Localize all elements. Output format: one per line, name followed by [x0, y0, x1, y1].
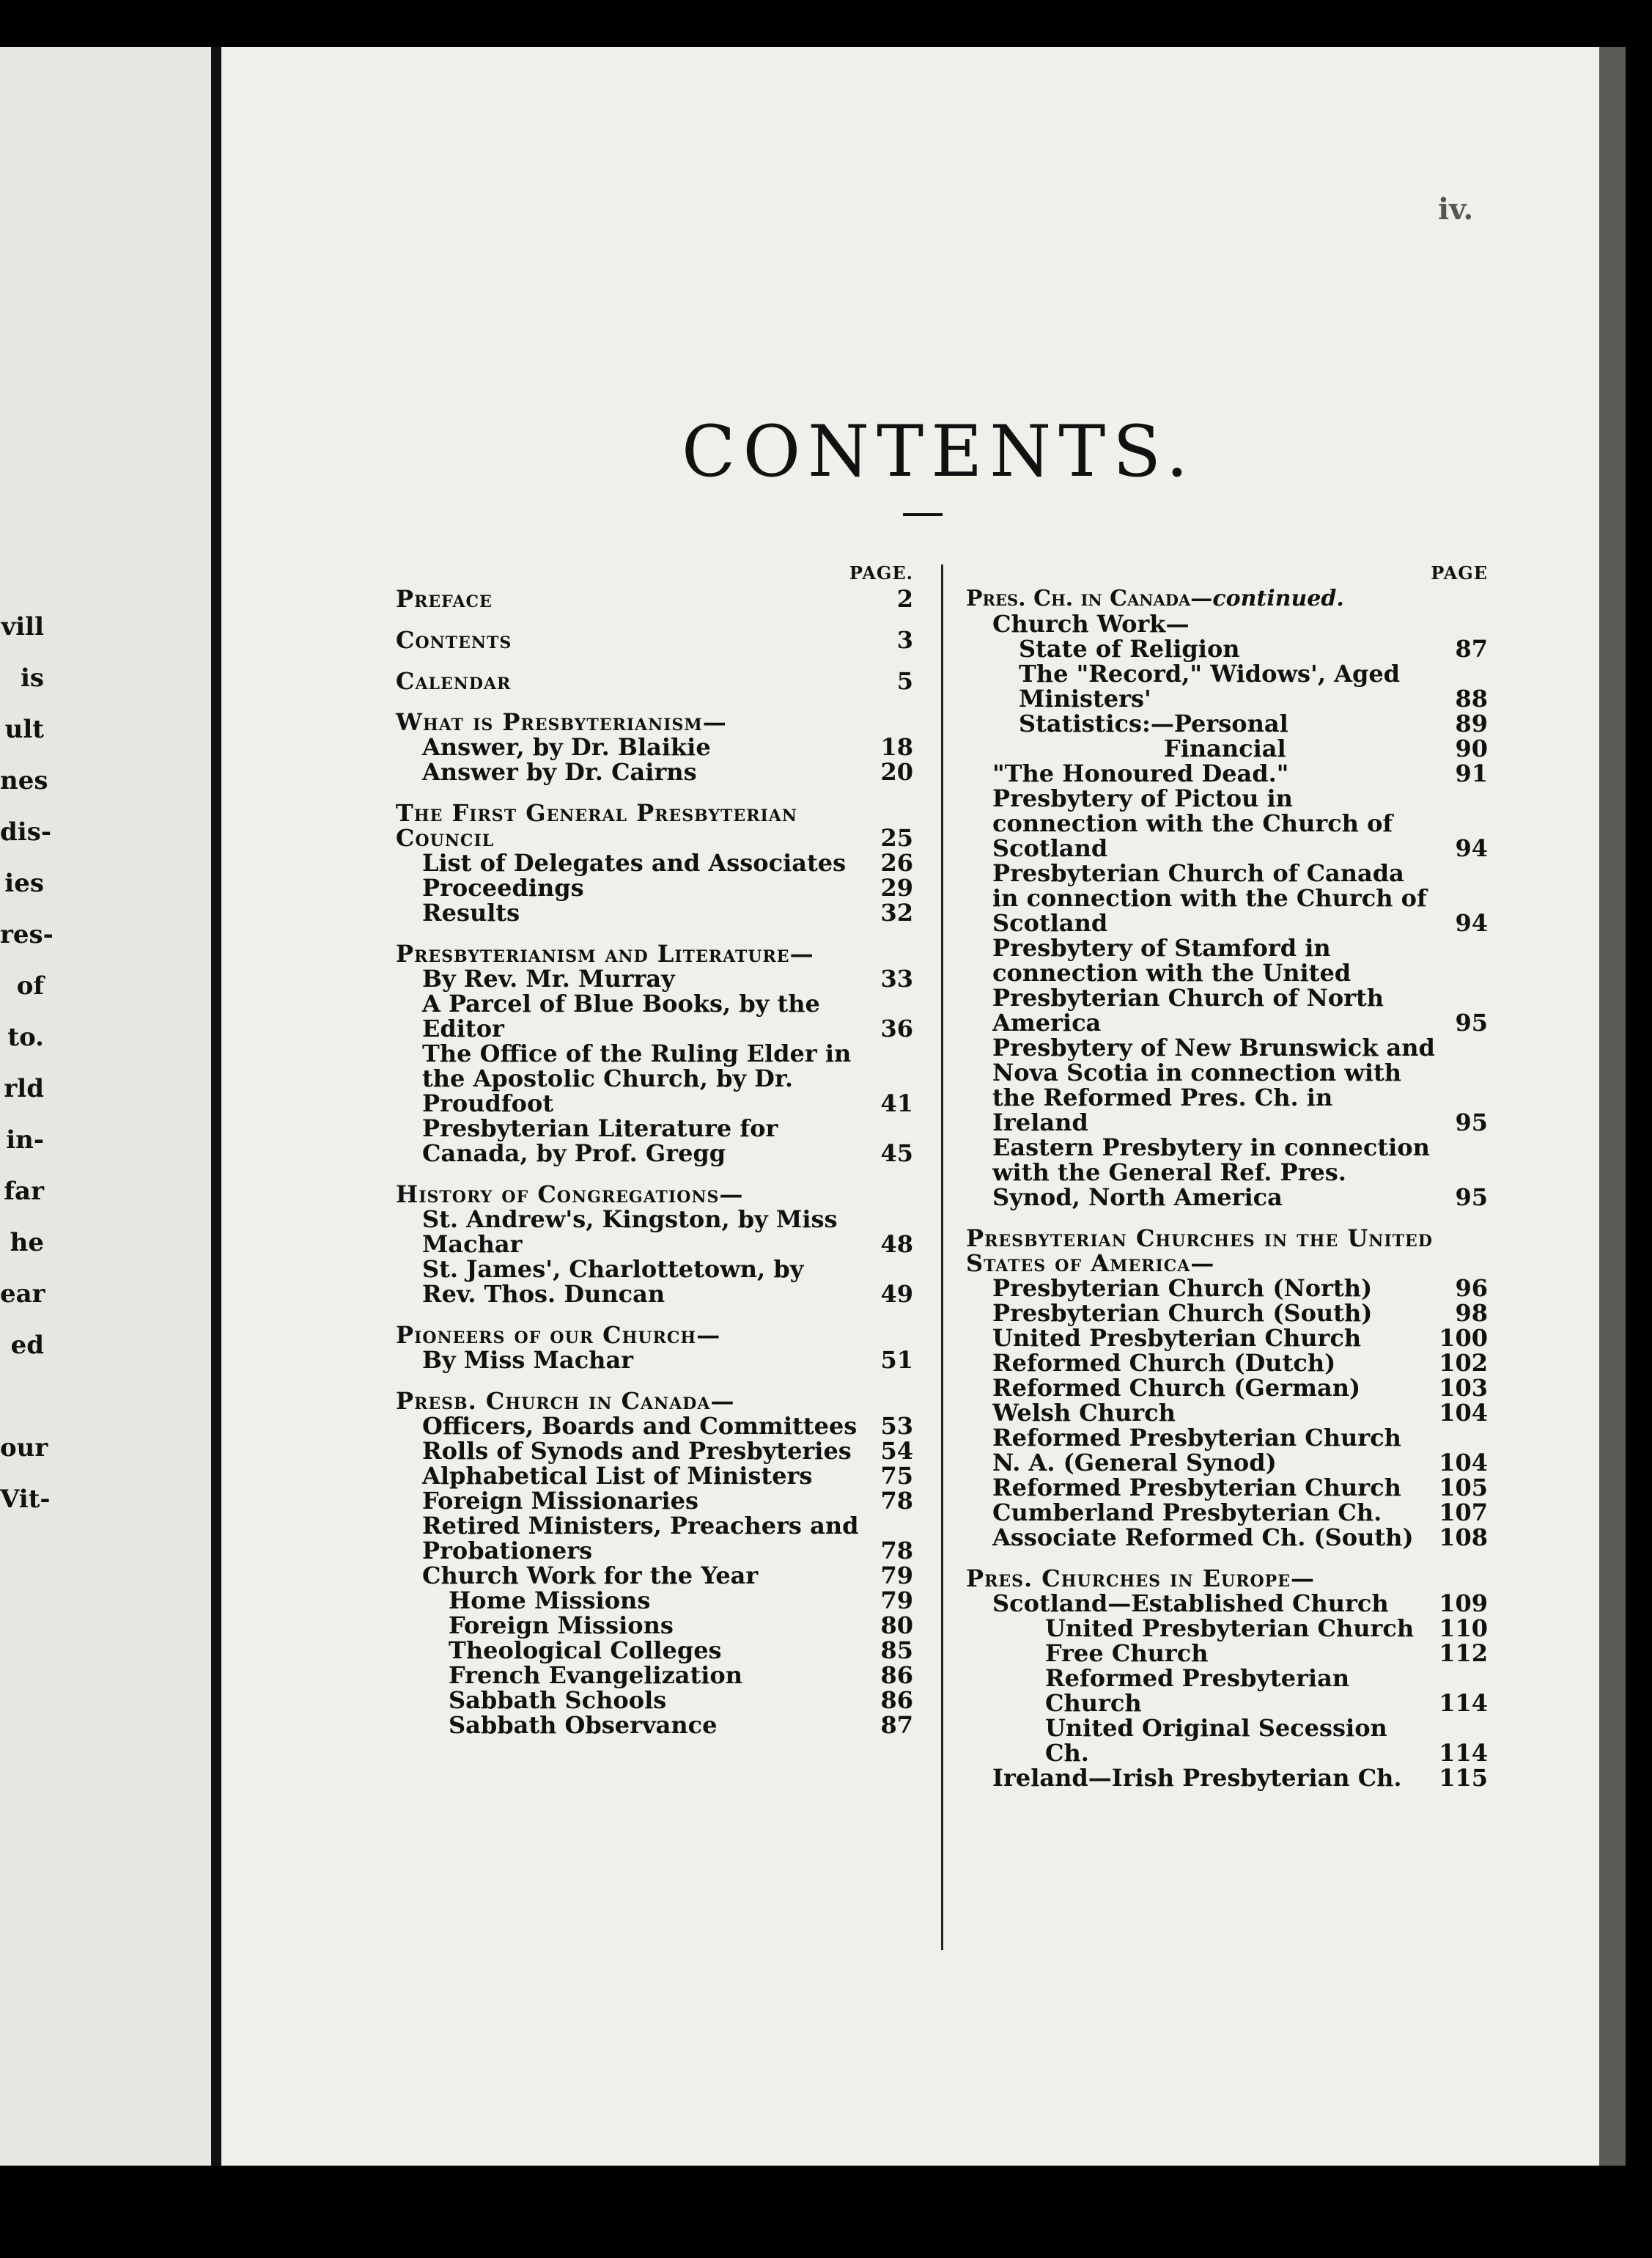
toc-entry-page: 41: [880, 1089, 913, 1117]
toc-entry: [966, 1500, 1488, 1525]
toc-entry: [396, 1347, 913, 1372]
toc-entry-title: By Rev. Mr. Murray: [422, 965, 675, 993]
toc-entry-page: 3: [896, 626, 913, 654]
toc-section-heading: [396, 801, 913, 850]
toc-entry-title: Church Work for the Year: [422, 1562, 759, 1589]
book-spine: [211, 47, 221, 2166]
toc-section-heading: [396, 628, 913, 652]
toc-entry: [396, 1588, 913, 1613]
toc-entry: [966, 1591, 1488, 1616]
toc-entry: [966, 786, 1488, 861]
toc-entry-page: 107: [1439, 1498, 1488, 1526]
toc-entry-title: Officers, Boards and Committees: [422, 1412, 858, 1440]
margin-fragment: res-: [0, 920, 54, 949]
toc-entry-title: Foreign Missionaries: [422, 1487, 698, 1515]
toc-entry-title: Ireland—Irish Presbyterian Ch.: [992, 1764, 1402, 1792]
toc-section-heading: [396, 1323, 913, 1347]
toc-entry-title: Reformed Presbyterian Church: [992, 1474, 1401, 1501]
toc-entry-page: 45: [880, 1139, 913, 1167]
toc-entry-page: 94: [1455, 834, 1488, 862]
toc-entry: [966, 1765, 1488, 1790]
toc-entry-page: 5: [896, 667, 913, 695]
toc-entry-page: 80: [880, 1611, 913, 1639]
toc-entry: [966, 1135, 1488, 1210]
toc-entry-title: Presbyterian Church (South): [992, 1299, 1373, 1327]
toc-entry-title: Welsh Church: [992, 1399, 1176, 1427]
toc-entry-page: 105: [1439, 1474, 1488, 1501]
page-title: CONTENTS.: [682, 411, 1196, 493]
toc-entry-page: 32: [880, 899, 913, 927]
right-entries-list: [966, 611, 1488, 1790]
toc-entry-page: 98: [1455, 1299, 1488, 1327]
toc-entry-page: 54: [880, 1437, 913, 1465]
toc-entry: [396, 1638, 913, 1663]
toc-entry: [966, 1350, 1488, 1375]
toc-entry-title: Pres. Churches in Europe—: [966, 1564, 1315, 1592]
toc-entry: [396, 850, 913, 875]
margin-fragment: ear: [0, 1279, 45, 1309]
margin-fragment: vill: [1, 612, 44, 641]
toc-entry-title: History of Congregations—: [396, 1180, 744, 1208]
toc-entry-page: 79: [880, 1586, 913, 1614]
margin-fragment: rld: [4, 1074, 44, 1103]
margin-fragment: Vit-: [0, 1485, 51, 1514]
toc-entry: [396, 1688, 913, 1713]
toc-entry: [396, 1116, 913, 1166]
toc-entry-title: The "Record," Widows', Aged Ministers': [1019, 660, 1401, 713]
toc-entry: [396, 875, 913, 900]
margin-fragment: [0, 1371, 44, 1422]
toc-entry: [966, 1375, 1488, 1400]
toc-entry-page: 114: [1439, 1739, 1488, 1767]
toc-entry-page: 87: [1455, 635, 1488, 663]
toc-entry: [966, 761, 1488, 786]
toc-entry: [396, 1257, 913, 1306]
margin-fragment: far: [4, 1177, 44, 1206]
margin-fragment: ed: [10, 1331, 44, 1360]
toc-entry-title: St. Andrew's, Kingston, by Miss Machar: [422, 1205, 838, 1258]
toc-entry-title: List of Delegates and Associates: [422, 849, 847, 877]
margin-fragment: dis-: [0, 817, 51, 847]
toc-entry-title: Reformed Church (German): [992, 1374, 1361, 1402]
toc-entry-page: 86: [880, 1686, 913, 1714]
toc-entry-page: 88: [1455, 685, 1488, 713]
toc-entry-page: 78: [880, 1537, 913, 1564]
toc-entry-title: United Presbyterian Church: [992, 1324, 1362, 1352]
toc-section-heading: [396, 586, 913, 611]
toc-entry-page: 79: [880, 1562, 913, 1589]
toc-entry-title: Associate Reformed Ch. (South): [992, 1523, 1414, 1551]
left-entries-list: [396, 586, 913, 1737]
margin-fragment: in-: [6, 1125, 44, 1155]
toc-entry-page: 90: [1455, 735, 1488, 762]
toc-entry-page: 85: [880, 1636, 913, 1664]
toc-entry: [966, 861, 1488, 935]
toc-entry-page: 110: [1439, 1614, 1488, 1642]
toc-section-heading: [396, 710, 913, 735]
toc-entry-page: 25: [880, 824, 913, 852]
toc-entry-page: 53: [880, 1412, 913, 1440]
page-column-header: PAGE.: [849, 562, 913, 584]
toc-section-heading: [966, 1566, 1488, 1591]
margin-fragment: our: [0, 1433, 48, 1463]
continued-heading: [966, 586, 1488, 611]
toc-section-heading: [396, 669, 913, 694]
margin-fragment: ult: [4, 715, 44, 744]
toc-entry-page: 87: [880, 1711, 913, 1739]
toc-entry-title: Retired Ministers, Preachers and Probationers: [422, 1512, 859, 1564]
toc-section-heading: [966, 1226, 1488, 1276]
toc-entry: [396, 760, 913, 784]
contents-right-column: [966, 560, 1488, 1790]
toc-entry: [396, 1613, 913, 1638]
toc-entry-title: United Original Secession Ch.: [1045, 1714, 1387, 1767]
toc-entry: [966, 1641, 1488, 1666]
toc-section-heading: [396, 1182, 913, 1207]
toc-entry-page: 104: [1439, 1399, 1488, 1427]
toc-entry-title: Sabbath Observance: [449, 1711, 718, 1739]
toc-entry-title: Presbytery of New Brunswick and Nova Scotia in connection with the Reformed Pres. Ch. in Ireland: [992, 1034, 1435, 1136]
toc-entry-page: 94: [1455, 909, 1488, 937]
toc-entry-page: 108: [1439, 1523, 1488, 1551]
toc-entry-page: 100: [1439, 1324, 1488, 1352]
toc-entry-title: Preface: [396, 585, 493, 613]
toc-entry-title: Presbyterianism and Literature—: [396, 940, 814, 968]
toc-entry-title: Statistics:—Personal: [1019, 710, 1288, 738]
toc-entry: [396, 900, 913, 925]
page-column-header: PAGE: [1431, 562, 1488, 584]
toc-entry-page: 95: [1455, 1009, 1488, 1037]
toc-entry: [396, 1413, 913, 1438]
toc-entry-title: United Presbyterian Church: [1045, 1614, 1415, 1642]
toc-entry-title: Foreign Missions: [449, 1611, 674, 1639]
margin-fragment: ies: [4, 869, 44, 898]
left-margin-text: [0, 601, 54, 1525]
toc-entry-page: 20: [880, 758, 913, 786]
toc-entry-title: The First General Presbyterian Council: [396, 799, 797, 852]
toc-entry-page: 109: [1439, 1589, 1488, 1617]
toc-entry: [966, 1400, 1488, 1425]
toc-entry-title: Presb. Church in Canada—: [396, 1387, 735, 1415]
toc-entry-title: Reformed Presbyterian Church: [1045, 1664, 1350, 1717]
toc-entry-page: 49: [880, 1280, 913, 1308]
toc-entry-title: Presbytery of Pictou in connection with the Church of Scotland: [992, 784, 1393, 862]
toc-entry: [396, 1513, 913, 1563]
toc-entry-page: 104: [1439, 1449, 1488, 1476]
toc-entry: [966, 1715, 1488, 1765]
toc-entry: [966, 1276, 1488, 1301]
column-divider: [941, 564, 943, 1950]
toc-entry-title: Alphabetical List of Ministers: [422, 1462, 813, 1490]
toc-entry-title: Pioneers of our Church—: [396, 1321, 721, 1349]
toc-entry-title: What is Presbyterianism—: [396, 708, 727, 736]
toc-entry-title: Theological Colleges: [449, 1636, 722, 1664]
toc-entry-page: 102: [1439, 1349, 1488, 1377]
toc-entry: [396, 1563, 913, 1588]
toc-entry-page: 112: [1439, 1639, 1488, 1667]
toc-entry-title: Financial: [1164, 735, 1286, 762]
toc-entry-title: Results: [422, 899, 520, 927]
toc-entry-page: 29: [880, 874, 913, 902]
toc-entry-title: Answer by Dr. Cairns: [422, 758, 697, 786]
toc-entry-page: 86: [880, 1661, 913, 1689]
toc-entry-page: 78: [880, 1487, 913, 1515]
toc-entry: [396, 735, 913, 760]
contents-left-column: [396, 560, 913, 1737]
toc-entry-title: Scotland—Established Church: [992, 1589, 1389, 1617]
toc-entry-title: Cumberland Presbyterian Ch.: [992, 1498, 1382, 1526]
toc-entry-page: 48: [880, 1230, 913, 1258]
toc-entry: [396, 1438, 913, 1463]
toc-entry-page: 26: [880, 849, 913, 877]
toc-entry-title: Rolls of Synods and Presbyteries: [422, 1437, 852, 1465]
toc-entry-page: 96: [1455, 1274, 1488, 1302]
margin-fragment: to.: [7, 1023, 44, 1052]
toc-entry: [966, 661, 1488, 711]
toc-entry: [396, 1488, 913, 1513]
toc-entry-title: "The Honoured Dead.": [992, 760, 1289, 787]
toc-entry-page: 51: [880, 1346, 913, 1374]
toc-entry-page: 91: [1455, 760, 1488, 787]
toc-entry-title: Presbyterian Churches in the United States of America—: [966, 1224, 1433, 1277]
margin-fragment: nes: [0, 766, 48, 795]
toc-entry-page: 95: [1455, 1108, 1488, 1136]
toc-entry-title: Answer, by Dr. Blaikie: [422, 733, 711, 761]
toc-entry-page: 103: [1439, 1374, 1488, 1402]
toc-entry-title: Church Work—: [992, 610, 1190, 638]
toc-entry-page: 18: [880, 733, 913, 761]
toc-entry: [396, 991, 913, 1041]
toc-entry: [396, 1207, 913, 1257]
toc-entry: [966, 1525, 1488, 1550]
toc-entry: [966, 636, 1488, 661]
toc-entry-page: 75: [880, 1462, 913, 1490]
toc-section-heading: [396, 941, 913, 966]
toc-entry-title: Presbyterian Church (North): [992, 1274, 1373, 1302]
toc-entry-title: Reformed Presbyterian Church N. A. (General Synod): [992, 1424, 1401, 1476]
toc-entry-title: Presbyterian Church of Canada in connection with the Church of Scotland: [992, 859, 1427, 937]
toc-entry: [396, 1713, 913, 1737]
toc-entry: [966, 1035, 1488, 1135]
toc-entry-page: 114: [1439, 1689, 1488, 1717]
toc-entry: [966, 736, 1488, 761]
toc-entry: [966, 935, 1488, 1035]
toc-entry-title: Calendar: [396, 667, 512, 695]
toc-entry-title: Proceedings: [422, 874, 584, 902]
toc-entry: [966, 1325, 1488, 1350]
toc-entry-page: 36: [880, 1015, 913, 1042]
toc-entry-title: Presbytery of Stamford in connection with the United Presbyterian Church of North America: [992, 934, 1384, 1037]
toc-entry: [966, 1475, 1488, 1500]
toc-entry-title: A Parcel of Blue Books, by the Editor: [422, 990, 820, 1042]
toc-entry: [966, 1616, 1488, 1641]
toc-entry-title: By Miss Machar: [422, 1346, 634, 1374]
toc-entry-page: 115: [1439, 1764, 1488, 1792]
toc-entry: [396, 1041, 913, 1116]
toc-entry: [966, 611, 1488, 636]
continued-heading-text: Pres. Ch. in Canada—: [966, 586, 1213, 611]
toc-entry-title: State of Religion: [1019, 635, 1240, 663]
toc-entry-page: 33: [880, 965, 913, 993]
toc-section-heading: [396, 1389, 913, 1413]
page-number-roman: iv.: [1438, 192, 1474, 227]
toc-entry-page: 2: [896, 585, 913, 613]
toc-entry-title: French Evangelization: [449, 1661, 743, 1689]
toc-entry-title: Eastern Presbytery in connection with the General Ref. Pres. Synod, North America: [992, 1133, 1430, 1211]
toc-entry-title: Presbyterian Literature for Canada, by Prof. Gregg: [422, 1114, 778, 1167]
toc-entry: [396, 1663, 913, 1688]
toc-entry: [966, 1425, 1488, 1475]
margin-fragment: is: [20, 663, 44, 693]
toc-entry-title: The Office of the Ruling Elder in the Apostolic Church, by Dr. Proudfoot: [422, 1040, 852, 1117]
margin-fragment: he: [10, 1228, 44, 1257]
toc-entry-title: Home Missions: [449, 1586, 651, 1614]
title-rule: [903, 513, 943, 516]
toc-entry-title: St. James', Charlottetown, by Rev. Thos. Duncan: [422, 1255, 804, 1308]
toc-entry: [396, 1463, 913, 1488]
toc-entry-title: Sabbath Schools: [449, 1686, 667, 1714]
toc-entry-title: Free Church: [1045, 1639, 1209, 1667]
toc-entry: [966, 711, 1488, 736]
margin-fragment: of: [16, 971, 44, 1001]
page-edge-shadow: [1599, 47, 1626, 2166]
toc-entry-title: Reformed Church (Dutch): [992, 1349, 1336, 1377]
toc-entry: [396, 966, 913, 991]
toc-entry-page: 95: [1455, 1183, 1488, 1211]
toc-entry-page: 89: [1455, 710, 1488, 738]
continued-word: continued.: [1212, 586, 1344, 611]
toc-entry-title: Contents: [396, 626, 512, 654]
toc-entry: [966, 1301, 1488, 1325]
toc-entry: [966, 1666, 1488, 1715]
